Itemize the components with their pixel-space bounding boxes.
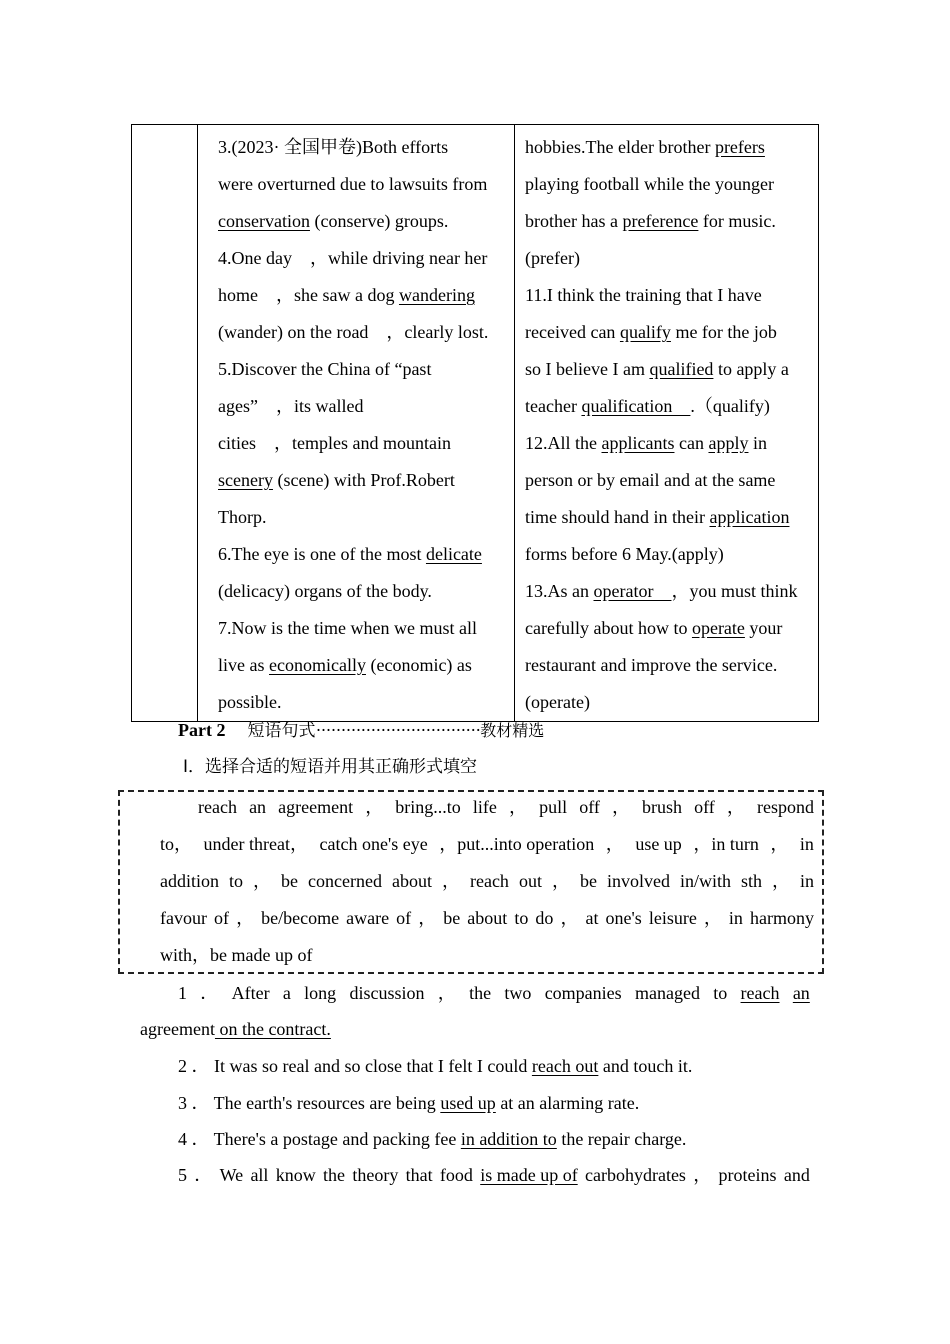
answer-blank: scenery	[218, 470, 273, 490]
phrase-word: harmony	[749, 908, 814, 928]
sentence-word: two	[504, 983, 532, 1003]
sentence-word: the	[323, 1165, 346, 1185]
answer-blank: is made up of	[480, 1165, 578, 1185]
example-line	[218, 277, 505, 314]
sentence-text: the repair charge.	[556, 1129, 687, 1149]
answer-blank: prefers	[714, 137, 765, 157]
answer-blank: applicants	[601, 433, 675, 453]
phrase-word: concerned	[308, 871, 382, 891]
example-line	[218, 647, 505, 684]
example-text: (economic) as	[365, 655, 472, 675]
answer-blank: delicate	[425, 544, 482, 564]
answer-blank: qualification	[581, 396, 691, 416]
phrase-word: ，	[770, 834, 789, 854]
sentence-word: to	[713, 983, 728, 1003]
example-text: me for the job	[670, 322, 777, 342]
phrase-word: aware	[346, 908, 390, 928]
example-line: 5.Discover the China of “past	[218, 359, 432, 379]
phrase-row	[160, 940, 814, 970]
phrase-word: in	[799, 871, 814, 891]
part2-heading	[178, 718, 544, 743]
sentence-text: at an alarming rate.	[495, 1093, 640, 1113]
phrase-word: ，	[508, 797, 527, 817]
example-text: live as	[218, 655, 269, 675]
sentence-word: and	[783, 1165, 810, 1185]
sentence-text: agreement	[140, 1019, 215, 1039]
sentence-word: 1	[178, 983, 187, 1003]
answer-blank: economically	[269, 655, 366, 675]
phrase-word: do	[535, 908, 554, 928]
phrase-word: ，	[253, 871, 272, 891]
sentence-word: companies	[544, 983, 622, 1003]
phrase-word: ，	[418, 908, 437, 928]
example-line: (operate)	[525, 692, 590, 712]
phrase-word: brush	[642, 797, 683, 817]
answer-blank: preference	[622, 211, 699, 231]
sentence-word: 5	[178, 1165, 187, 1185]
answer-blank: application	[709, 507, 790, 527]
example-text: can	[674, 433, 709, 453]
phrase-row	[198, 792, 814, 822]
example-line	[525, 499, 812, 536]
phrase-word: agreement	[278, 797, 354, 817]
example-text: .（qualify)	[690, 396, 770, 416]
phrase-word: addition	[160, 871, 219, 891]
answer-blank: in addition to	[460, 1129, 557, 1149]
phrase-word: about	[391, 871, 432, 891]
part2-subtitle: 教材精选	[480, 721, 545, 740]
example-text: teacher	[525, 396, 582, 416]
phrase-box	[118, 790, 824, 974]
phrase-word: ，	[726, 797, 745, 817]
sentence-text: and touch it.	[598, 1056, 693, 1076]
phrase-word: to	[229, 871, 244, 891]
sentence-word: proteins	[718, 1165, 777, 1185]
example-text: home ，she saw a dog	[218, 285, 399, 305]
answer-blank: reach	[740, 983, 780, 1003]
phrase-word: sth	[740, 871, 762, 891]
sentence-word: ．	[200, 983, 219, 1003]
answer-blank: qualified	[649, 359, 714, 379]
sentence-word: ，	[437, 983, 456, 1003]
phrase-word: be	[443, 908, 461, 928]
answer-blank: conservation	[218, 211, 310, 231]
phrase-word: to	[514, 908, 529, 928]
example-line: restaurant and improve the service.	[525, 655, 778, 675]
example-text: hobbies.The elder brother	[525, 137, 715, 157]
example-line: 3.(2023· 全国甲卷)Both efforts	[218, 137, 449, 157]
phrase-word: about	[467, 908, 508, 928]
phrase-word: use up	[635, 834, 682, 854]
phrase-word: leisure	[648, 908, 697, 928]
example-text: so I believe I am	[525, 359, 650, 379]
answer-blank: wandering	[398, 285, 475, 305]
answer-blank: used up	[440, 1093, 496, 1113]
sentence-word: After	[231, 983, 270, 1003]
sentence-word: ，	[693, 1165, 712, 1185]
example-text: 12.All the	[525, 433, 602, 453]
sentence-word: We	[219, 1165, 244, 1185]
sentence-word: managed	[634, 983, 700, 1003]
example-line: 7.Now is the time when we must all	[218, 618, 477, 638]
sentence-word: long	[304, 983, 337, 1003]
example-line	[525, 351, 812, 388]
section-title: Ⅰ．选择合适的短语并用其正确形式填空	[183, 757, 478, 777]
phrase-word: an	[249, 797, 267, 817]
sentence-word: ．	[194, 1165, 213, 1185]
vocabulary-table	[131, 124, 819, 722]
phrase-word: ，	[771, 871, 790, 891]
part2-title: 短语句式	[247, 721, 316, 741]
phrase-word: pull	[539, 797, 568, 817]
phrase-word: at	[585, 908, 599, 928]
example-line	[525, 314, 812, 351]
example-line	[218, 536, 505, 573]
answer-blank: operate	[691, 618, 745, 638]
phrase-row	[160, 903, 814, 933]
phrase-word: involved	[606, 871, 670, 891]
sentence-1	[178, 978, 810, 1008]
phrase-word: ，	[551, 871, 570, 891]
phrase-word: catch one's eye	[319, 834, 428, 854]
example-text: received can	[525, 322, 620, 342]
table-column-examples-right	[515, 125, 819, 722]
sentence-word: all	[250, 1165, 269, 1185]
answer-blank: qualify	[619, 322, 671, 342]
phrase-word: be	[579, 871, 597, 891]
example-line: 4.One day ，while driving near her	[218, 248, 488, 268]
answer-blank: apply	[708, 433, 749, 453]
sentence-3	[178, 1088, 639, 1118]
example-line	[218, 462, 505, 499]
part2-label: Part 2	[178, 720, 226, 740]
example-text: time should hand in their	[525, 507, 710, 527]
example-text: for music.	[698, 211, 776, 231]
answer-blank: operator	[593, 581, 672, 601]
example-text: (conserve) groups.	[309, 211, 449, 231]
example-line: Thorp.	[218, 507, 267, 527]
phrase-word: in/with	[679, 871, 731, 891]
table-column-examples-left	[198, 125, 515, 722]
example-line	[525, 610, 812, 647]
phrase-word: favour	[160, 908, 207, 928]
example-line: 11.I think the training that I have	[525, 285, 762, 305]
sentence-text: 4 ． There's a postage and packing fee	[178, 1129, 461, 1149]
phrase-word: out	[518, 871, 542, 891]
example-text: carefully about how to	[525, 618, 692, 638]
example-text: (scene) with Prof.Robert	[272, 470, 455, 490]
sentence-word: food	[439, 1165, 473, 1185]
sentence-word: discussion	[349, 983, 425, 1003]
examples-left-text	[198, 125, 514, 721]
example-line	[525, 129, 812, 166]
sentence-word: the	[469, 983, 492, 1003]
sentence-4	[178, 1124, 686, 1154]
example-line: forms before 6 May.(apply)	[525, 544, 724, 564]
example-line: person or by email and at the same	[525, 470, 776, 490]
phrase-word: ，	[703, 908, 722, 928]
example-text: 13.As an	[525, 581, 594, 601]
phrase-word: ，put...into operation	[439, 834, 595, 854]
phrase-word: ，	[605, 834, 624, 854]
example-line: playing football while the younger	[525, 174, 774, 194]
example-text: your	[744, 618, 783, 638]
phrase-word: respond	[757, 797, 814, 817]
sentence-word: theory	[352, 1165, 399, 1185]
example-line	[525, 425, 812, 462]
example-line: were overturned due to lawsuits from	[218, 174, 488, 194]
sentence-5	[178, 1160, 810, 1190]
example-line: ages” ，its walled	[218, 396, 364, 416]
sentence-word: that	[405, 1165, 433, 1185]
example-line	[525, 388, 812, 425]
part2-dots: ·································	[315, 720, 481, 740]
phrase-word: under threat，	[203, 834, 309, 854]
phrase-word: bring...to	[395, 797, 461, 817]
phrase-word: ，	[611, 797, 630, 817]
sentence-text: 2 ． It was so real and so close that I felt I could	[178, 1056, 532, 1076]
answer-blank: an	[792, 983, 810, 1003]
example-line: cities ，temples and mountain	[218, 433, 451, 453]
sentence-word: a	[282, 983, 291, 1003]
sentence-word: know	[275, 1165, 316, 1185]
phrase-word: off	[579, 797, 600, 817]
sentence-1-continued	[140, 1014, 331, 1044]
phrase-word: be/become	[261, 908, 340, 928]
phrase-word: ，in turn	[693, 834, 759, 854]
phrase-word: to，	[160, 834, 193, 854]
phrase-word: in	[799, 834, 814, 854]
table-blank-column	[132, 125, 198, 722]
phrase-word: be	[281, 871, 299, 891]
example-line	[525, 573, 812, 610]
sentence-text: 3 ． The earth's resources are being	[178, 1093, 441, 1113]
phrase-word: with，be made up of	[160, 945, 313, 965]
examples-right-text	[515, 125, 818, 721]
example-line	[218, 203, 505, 240]
example-line: (prefer)	[525, 248, 580, 268]
example-text: in	[748, 433, 767, 453]
example-line: (wander) on the road ，clearly lost.	[218, 322, 489, 342]
phrase-word: of	[396, 908, 412, 928]
phrase-word: ，	[441, 871, 460, 891]
example-text: brother has a	[525, 211, 623, 231]
phrase-word: one's	[605, 908, 642, 928]
phrase-word: in	[728, 908, 743, 928]
sentence-word: carbohydrates	[584, 1165, 686, 1185]
sentence-2	[178, 1051, 692, 1081]
phrase-word: ，	[560, 908, 579, 928]
example-text: ，you must think	[671, 581, 798, 601]
example-line: (delicacy) organs of the body.	[218, 581, 432, 601]
answer-blank: reach out	[531, 1056, 599, 1076]
example-text: to apply a	[713, 359, 789, 379]
phrase-word: ，	[236, 908, 255, 928]
phrase-row	[160, 866, 814, 896]
phrase-word: life	[472, 797, 497, 817]
answer-blank: on the contract.	[214, 1019, 331, 1039]
phrase-word: ，	[365, 797, 384, 817]
example-line	[525, 203, 812, 240]
phrase-word: off	[694, 797, 715, 817]
phrase-row	[160, 829, 814, 859]
phrase-word: reach	[198, 797, 237, 817]
example-line: possible.	[218, 692, 282, 712]
phrase-word: reach	[469, 871, 509, 891]
example-text: 6.The eye is one of the most	[218, 544, 426, 564]
phrase-word: of	[214, 908, 230, 928]
